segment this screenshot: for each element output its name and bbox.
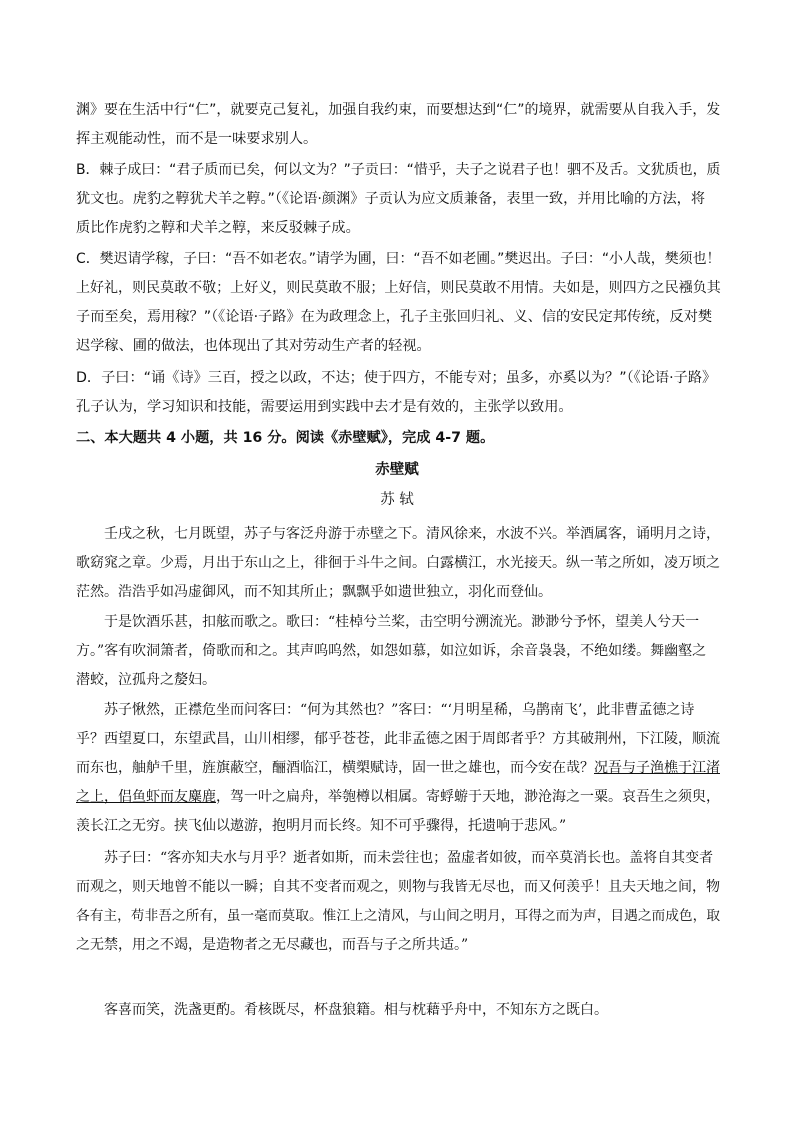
text-line: 方。”客有吹洞箫者，倚歌而和之。其声呜呜然，如怨如慕，如泣如诉，余音袅袅，不绝如缕。舞幽壑之 [76,643,707,659]
text-line: 各有主，苟非吾之所有，虽一毫而莫取。惟江上之清风，与山间之明月，耳得之而为声，目遇之而成色，取 [76,908,721,924]
underlined-passage: 之上，侣鱼虾而友麋鹿 [76,789,216,805]
text-line: 上好礼，则民莫敢不敬；上好义，则民莫敢不服；上好信，则民莫敢不用情。夫如是，则四方之民襁负其 [76,280,721,296]
text-line: 而观之，则天地曾不能以一瞬；自其不变者而观之，则物与我皆无尽也，而又何羡乎！且夫天地之间，物 [76,879,720,895]
essay-paragraph-5: 客喜而笑，洗盏更酌。肴核既尽，杯盘狼籍。相与枕藉乎舟中，不知东方之既白。 [76,1002,608,1018]
text-line [76,754,724,783]
text-line: D．子曰：“诵《诗》三百，授之以政，不达；使于四方，不能专对；虽多，亦奚以为？”（《论语·子路》 [76,370,717,386]
text-line: 歌窈窕之章。少焉，月出于东山之上，徘徊于斗牛之间。白露横江，水光接天。纵一苇之所如，凌万顷之 [76,555,720,571]
essay-paragraph-3 [76,696,724,841]
essay-title: 赤壁赋 [375,461,419,478]
text-run: ，驾一叶之扁舟，举匏樽以相属。寄蜉蝣于天地，渺沧海之一粟。哀吾生之须臾， [216,789,720,805]
text-line: B．棘子成曰：“君子质而已矣，何以文为？”子贡曰：“惜乎，夫子之说君子也！驷不及舌。文犹质也，质 [76,162,721,178]
text-line: 乎？西望夏口，东望武昌，山川相缪，郁乎苍苍，此非孟德之困于周郎者乎？方其破荆州，下江陵，顺流 [76,731,720,747]
underlined-passage: 况吾与子渔樵于江渚 [594,760,720,776]
option-a-tail [76,96,724,154]
text-line: 迟学稼、圃的做法，也体现出了其对劳动生产者的轻视。 [76,338,431,354]
text-line [76,783,724,812]
text-line: 于是饮酒乐甚，扣舷而歌之。歌曰：“桂棹兮兰桨，击空明兮溯流光。渺渺兮予怀，望美人兮天一 [76,614,700,630]
text-line: 茫然。浩浩乎如冯虚御风，而不知其所止；飘飘乎如遗世独立，羽化而登仙。 [76,584,552,600]
text-run: 而东也，舳舻千里，旌旗蔽空，酾酒临江，横槊赋诗，固一世之雄也，而今安在哉？ [76,760,594,776]
text-line: 苏子曰：“客亦知夫水与月乎？逝者如斯，而未尝往也；盈虚者如彼，而卒莫消长也。盖将自其变者 [76,850,714,866]
text-line: 苏子愀然，正襟危坐而问客曰：“何为其然也？”客曰：“‘月明星稀，乌鹊南飞’，此非曹孟德之诗 [76,702,695,718]
essay-paragraph-2 [76,608,724,695]
text-line: C．樊迟请学稼，子曰：“吾不如老农。”请学为圃，曰：“吾不如老圃。”樊迟出。子曰：“小人哉，樊须也！ [76,251,721,267]
option-d [76,364,724,422]
text-line: 子而至矣，焉用稼？”（《论语·子路》在为政理念上，孔子主张回归礼、义、信的安民定邦传统，反对樊 [76,309,713,325]
essay-author: 苏 轼 [380,492,414,508]
text-line: 渊》要在生活中行“仁”，就要克己复礼，加强自我约束，而要想达到“仁”的境界，就需要从自我入手，发 [76,102,721,118]
text-line: 孔子认为，学习知识和技能，需要运用到实践中去才是有效的，主张学以致用。 [76,399,573,415]
text-line: 犹文也。虎豹之鞟犹犬羊之鞟。”（《论语·颜渊》子贡认为应文质兼备，表里一致，并用比喻的方法，将 [76,191,706,207]
essay-paragraph-1 [76,520,724,607]
option-c [76,245,724,361]
text-line: 羡长江之无穷。挟飞仙以遨游，抱明月而长终。知不可乎骤得，托遗响于悲风。” [76,818,567,834]
section-heading: 二、本大题共 4 小题，共 16 分。阅读《赤壁赋》，完成 4-7 题。 [76,430,495,446]
text-line: 质比作虎豹之鞟和犬羊之鞟，来反驳棘子成。 [76,220,360,236]
text-line: 潜蛟，泣孤舟之嫠妇。 [76,672,216,688]
text-line: 壬戌之秋，七月既望，苏子与客泛舟游于赤壁之下。清风徐来，水波不兴。举酒属客，诵明月之诗， [76,526,720,542]
text-line: 挥主观能动性，而不是一味要求别人。 [76,131,318,147]
option-b [76,156,724,243]
text-line: 之无禁，用之不竭，是造物者之无尽藏也，而吾与子之所共适。” [76,937,469,953]
essay-paragraph-4 [76,844,724,960]
